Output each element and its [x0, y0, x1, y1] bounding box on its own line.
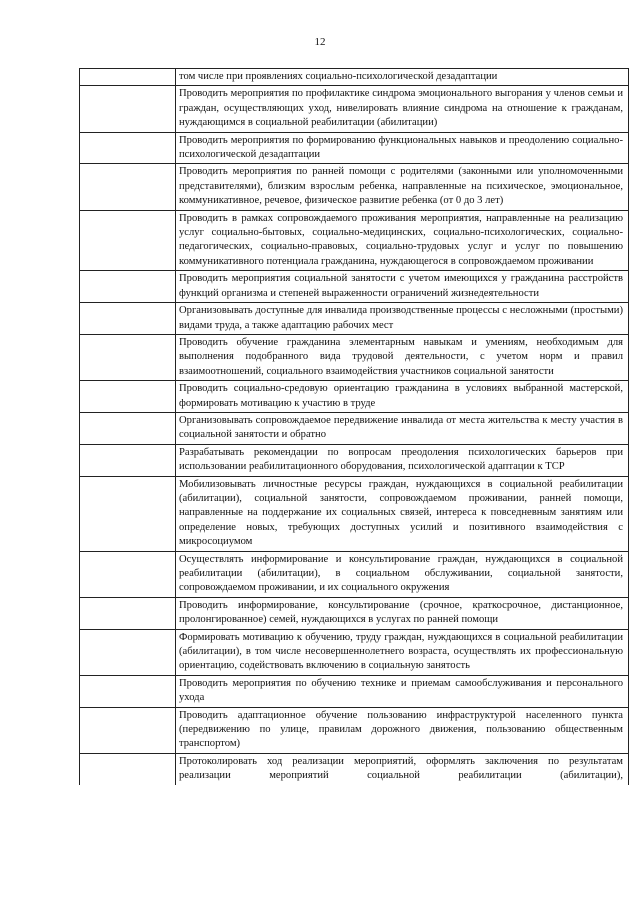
left-column-cell	[80, 552, 176, 597]
action-text: Проводить мероприятия по ранней помощи с родителями (законными или уполномоченными представителями), близким взрослым ребенка, направленные на психическое, эмоциональное, коммуникативное, речевое, физическое развитие ребенка (от 0 до 3 лет)	[179, 166, 623, 207]
table-row	[80, 552, 628, 598]
action-text: Разрабатывать рекомендации по вопросам преодоления психологических барьеров при использовании реабилитационного оборудования, психологической адаптации к ТСР	[179, 446, 623, 473]
left-column-cell	[80, 445, 176, 476]
left-column-cell	[80, 413, 176, 444]
table-row	[80, 271, 628, 303]
action-text: Организовывать доступные для инвалида производственные процессы с несложными (простыми) видами труда, а также адаптацию рабочих мест	[179, 305, 623, 331]
action-text: Протоколировать ход реализации мероприятий, оформлять заключения по результатам реализации мероприятий социальной реабилитации (абилитации),	[179, 755, 623, 782]
left-column-cell	[80, 164, 176, 209]
left-column-cell	[80, 69, 176, 85]
page-number: 12	[314, 36, 326, 48]
action-text: Проводить адаптационное обучение пользованию инфраструктурой населенного пункта (передвижению по улице, правилам дорожного движения, пользованию общественным транспортом)	[179, 709, 623, 750]
table-row	[80, 86, 628, 132]
left-column-cell	[80, 211, 176, 271]
action-text: Проводить информирование, консультирование (срочное, краткосрочное, дистанционное, пролонгированное) семей, нуждающихся в услугах по ранней помощи	[179, 599, 623, 626]
action-text: Проводить социально-средовую ориентацию гражданина в условиях выбранной мастерской, формировать мотивацию к участию в труде	[179, 383, 623, 409]
table-row	[80, 708, 628, 754]
table-row	[80, 164, 628, 210]
action-text: Осуществлять информирование и консультирование граждан, нуждающихся в социальной реабилитации (абилитации), в социальном обслуживании, социальной занятости, сопровождаемом проживании, и их социального окружения	[179, 553, 623, 594]
action-text: Проводить мероприятия социальной занятости с учетом имеющихся у гражданина расстройств функций организма и степеней выраженности ограничений жизнедеятельности	[179, 273, 623, 299]
left-column-cell	[80, 754, 176, 785]
left-column-cell	[80, 381, 176, 412]
table-row	[80, 445, 628, 477]
action-text: Проводить обучение гражданина элементарным навыкам и умениям, необходимым для выполнения подобранного вида трудовой деятельности, с учетом норм и правил взаимоотношений, социального взаимодействия участников социальной занятости	[179, 336, 623, 377]
left-column-cell	[80, 630, 176, 675]
left-column-cell	[80, 477, 176, 551]
left-column-cell	[80, 335, 176, 380]
action-text: Проводить мероприятия по профилактике синдрома эмоционального выгорания у членов семьи и граждан, осуществляющих уход, нивелировать влияние синдрома на отношение к гражданам, нуждающимся в социальной реабилитации (абилитации)	[179, 88, 623, 129]
left-column-cell	[80, 303, 176, 334]
table-row	[80, 133, 628, 165]
left-column-cell	[80, 708, 176, 753]
table-row	[80, 413, 628, 445]
action-text: Проводить мероприятия по обучению технике и приемам самообслуживания и персонального ухода	[179, 677, 623, 704]
left-column-cell	[80, 271, 176, 302]
functions-table	[79, 68, 629, 785]
left-column-cell	[80, 676, 176, 707]
action-text: том числе при проявлениях социально-психологической дезадаптации	[179, 71, 498, 82]
left-column-cell	[80, 133, 176, 164]
table-row	[80, 676, 628, 708]
table-row	[80, 335, 628, 381]
table-row	[80, 381, 628, 413]
action-text: Проводить мероприятия по формированию функциональных навыков и преодолению социально-психологической дезадаптации	[179, 134, 623, 161]
table-row	[80, 477, 628, 552]
table-row	[80, 303, 628, 335]
action-text: Мобилизовывать личностные ресурсы граждан, нуждающихся в социальной реабилитации (абилитации), социальной занятости, сопровождаемом проживании, ранней помощи, направленные на поддержание их социальных связей, интереса к повседневным занятиям или определение новых, требующих доступных усилий и позитивного взаимодействия с микросоциумом	[179, 478, 623, 548]
table-row	[80, 754, 628, 785]
table-row	[80, 598, 628, 630]
table-row	[80, 69, 628, 86]
table-row	[80, 630, 628, 676]
table-row	[80, 211, 628, 272]
left-column-cell	[80, 86, 176, 131]
action-text: Организовывать сопровождаемое передвижение инвалида от места жительства к месту участия в социальной занятости и обратно	[179, 414, 623, 441]
left-column-cell	[80, 598, 176, 629]
action-text: Формировать мотивацию к обучению, труду граждан, нуждающихся в социальной реабилитации (абилитации), в том числе несовершеннолетнего возраста, осуществлять их профессиональную ориентацию, содействовать включению в социальную занятость	[179, 631, 623, 672]
action-text: Проводить в рамках сопровождаемого проживания мероприятия, направленные на реализацию услуг социально-бытовых, социально-медицинских, социально-психологических, социально-педагогических, социально-правовых, социально-трудовых услуг и услуг по повышению коммуникативного потенциала гражданина, нуждающегося в сопровождаемом проживании	[179, 212, 623, 267]
